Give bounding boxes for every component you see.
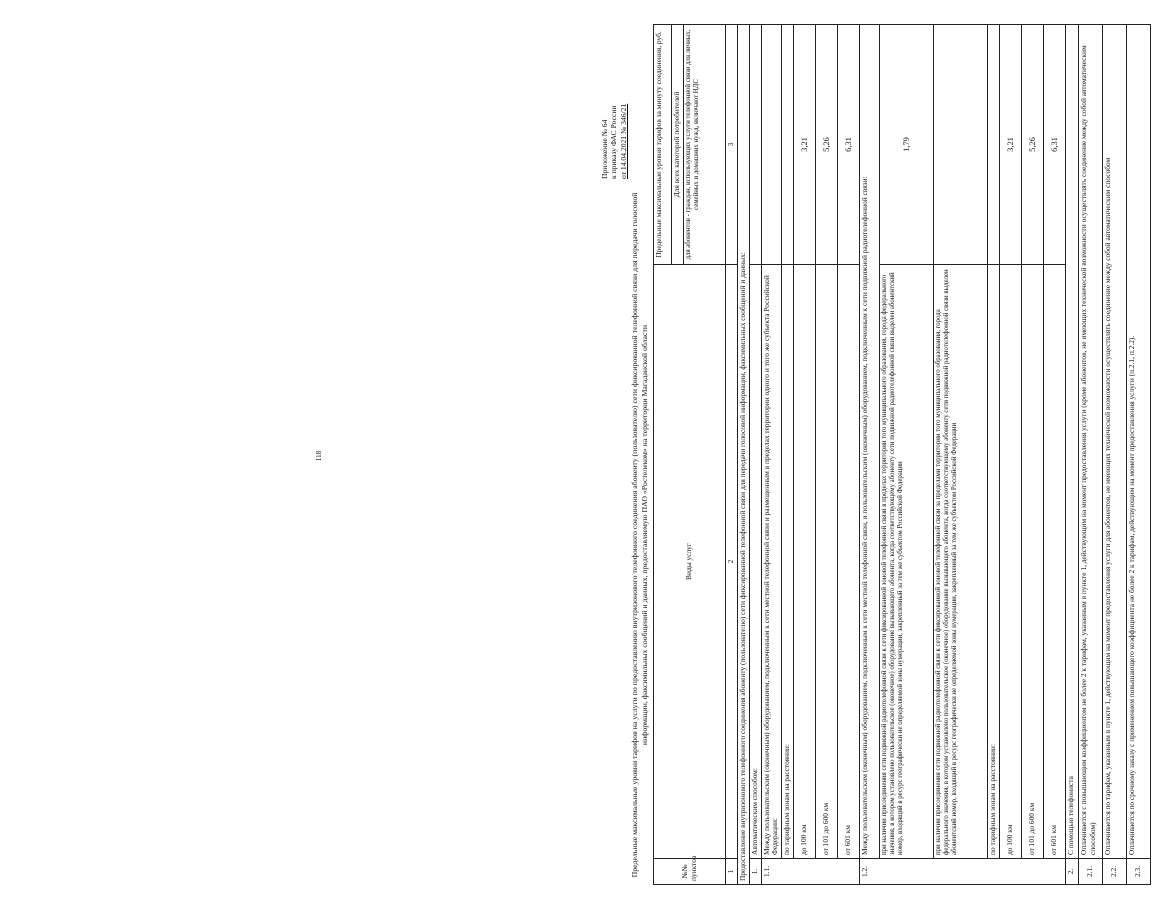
- row-num-1-2: 1.2.: [860, 859, 1066, 885]
- row-num-1-1: 1.1.: [761, 859, 859, 885]
- row-num-1: 1.: [749, 859, 761, 885]
- row-num-2-3: 2.3.: [1127, 859, 1151, 885]
- row-1-2-b-value: [934, 25, 988, 265]
- row-1-1-text: Между пользовательским (оконечным) оборудованием, подключенным к сети местной телефонной связи и размещенным в пределах территории одного и того же субъекта Российской Федерации:: [761, 265, 781, 859]
- row-1-2-price-3: 6,31: [1044, 25, 1066, 265]
- row-1-1-price-2: 5,26: [816, 25, 838, 265]
- section-row: Предоставление внутризонового телефонного соединения абоненту (пользователю) сети фиксированной телефонной связи для передачи голосовой информации, факсимильных сообщений и данных:: [737, 25, 749, 885]
- header-services: Виды услуг: [654, 265, 726, 859]
- row-num-2: 2.: [1066, 859, 1079, 885]
- row-1-2-dist-1: до 100 км: [1000, 265, 1022, 859]
- row-2-2-text: Оплачивается по тарифам, указанным в пункте 1, действующим на момент предоставления услуги для абонентов, не имеющих технической возможности осуществлять соединение между собой автоматическим способом: [1103, 25, 1127, 859]
- row-num-2-2: 2.2.: [1103, 859, 1127, 885]
- row-1-1-price-1: 3,21: [794, 25, 816, 265]
- row-1-1-value: [761, 25, 781, 265]
- row-1-2-zones: по тарифным зонам на расстоянии:: [988, 265, 1000, 859]
- page-number: 118: [315, 450, 324, 462]
- appendix-block: [600, 31, 628, 179]
- document-title: Предельные максимальные уровни тарифов на услуги по предоставлению внутризонового телефонного соединения абоненту (пользователю) сети фиксированной телефонной связи для передачи голосовой информации, факсимильных сообщений и данных, предоставляемую ПАО «Ростелеком» на территории Магаданской области: [630, 192, 649, 878]
- col-number-3: 3: [726, 25, 738, 265]
- row-1-1-price-3: 6,31: [838, 25, 860, 265]
- row-1-2-dist-2: от 101 до 600 км: [1022, 265, 1044, 859]
- row-1-2-price-1: 3,21: [1000, 25, 1022, 265]
- row-1-2-text: Между пользовательским (оконечным) оборудованием, подключенным к сети местной телефонной связи, и пользовательским (оконечным) оборудованием, подключенным к сети подвижной радиотелефонной связи:: [860, 25, 880, 859]
- header-levels: Предельные максимальные уровни тарифов за минуту соединения, руб.: [654, 25, 672, 265]
- header-num: №№ пунктов: [654, 859, 726, 885]
- row-1-1-zones: по тарифным зонам на расстоянии:: [782, 265, 794, 859]
- row-1-2-b-text: при наличии присоединения сети подвижной радиотелефонной связи к сети фиксированной зоновой телефонной связи за пределами территории того муниципального образования, города федерального значения, в котором установлено пользовательское (оконечное) оборудование вызывающего абонента, когда соответствующему абоненту сети подвижной радиотелефонной связи выделен абонентский номер, входящий в ресурс географически не определяемой зоны нумерации, закрепленный за тем же субъектом Российской Федерации: [934, 265, 988, 859]
- header-all-categories: Для всех категорий потребителей: [672, 25, 684, 265]
- appendix-line-3: от 14.04.2021 № 346/21: [618, 103, 628, 179]
- col-number-2: 2: [726, 265, 738, 859]
- row-2-1-text: Оплачивается с повышающим коэффициентом не более 2 к тарифам, указанным в пункте 1, действующим на момент предоставления услуги (кроме абонентов, не имеющих технической возможности осуществлять соединение между собой автоматическим способом): [1079, 25, 1103, 859]
- row-num-2-1: 2.1.: [1079, 859, 1103, 885]
- appendix-line-1: Приложение № 64: [600, 119, 609, 179]
- row-1-2-zones-value: [988, 25, 1000, 265]
- row-2-3-text: Оплачивается по срочному заказу с применением повышающего коэффициента не более 2 к тарифам, действующим на момент предоставления услуги (п.2.1, п.2.2).: [1127, 25, 1151, 859]
- row-1-2-dist-3: от 601 км: [1044, 265, 1066, 859]
- row-1-value: [749, 25, 761, 265]
- appendix-line-2: к приказу ФАС России: [609, 105, 619, 179]
- row-1-2-price-2: 5,26: [1022, 25, 1044, 265]
- header-citizens: для абонентов - граждан, использующих услуги телефонной связи для личных, семейных и домашних нужд, включают НДС: [684, 25, 726, 265]
- row-1-text: Автоматическим способом:: [749, 265, 761, 859]
- row-1-1-zones-value: [782, 25, 794, 265]
- row-1-2-a-text: при наличии присоединения сети подвижной радиотелефонной связи к сети фиксированной зоновой телефонной связи в пределах территории того муниципального образования, города федерального значения, в котором установлено пользовательское (оконечное) оборудование вызывающего абонента, когда соответствующему абоненту сети подвижной радиотелефонной связи выделен абонентский номер, входящий в ресурс географически не определяемой зоны нумерации, закрепленный за тем же субъектом Российской Федерации: [880, 265, 934, 859]
- row-1-1-dist-3: от 601 км: [838, 265, 860, 859]
- tariff-table: [653, 24, 1151, 885]
- row-1-1-dist-1: до 100 км: [794, 265, 816, 859]
- row-1-1-dist-2: от 101 до 600 км: [816, 265, 838, 859]
- row-1-2-a-price: 1,79: [880, 25, 934, 265]
- row-2-text: С помощью телефониста: [1066, 25, 1079, 859]
- col-number-1: 1: [726, 859, 738, 885]
- rotated-page: [600, 25, 1162, 885]
